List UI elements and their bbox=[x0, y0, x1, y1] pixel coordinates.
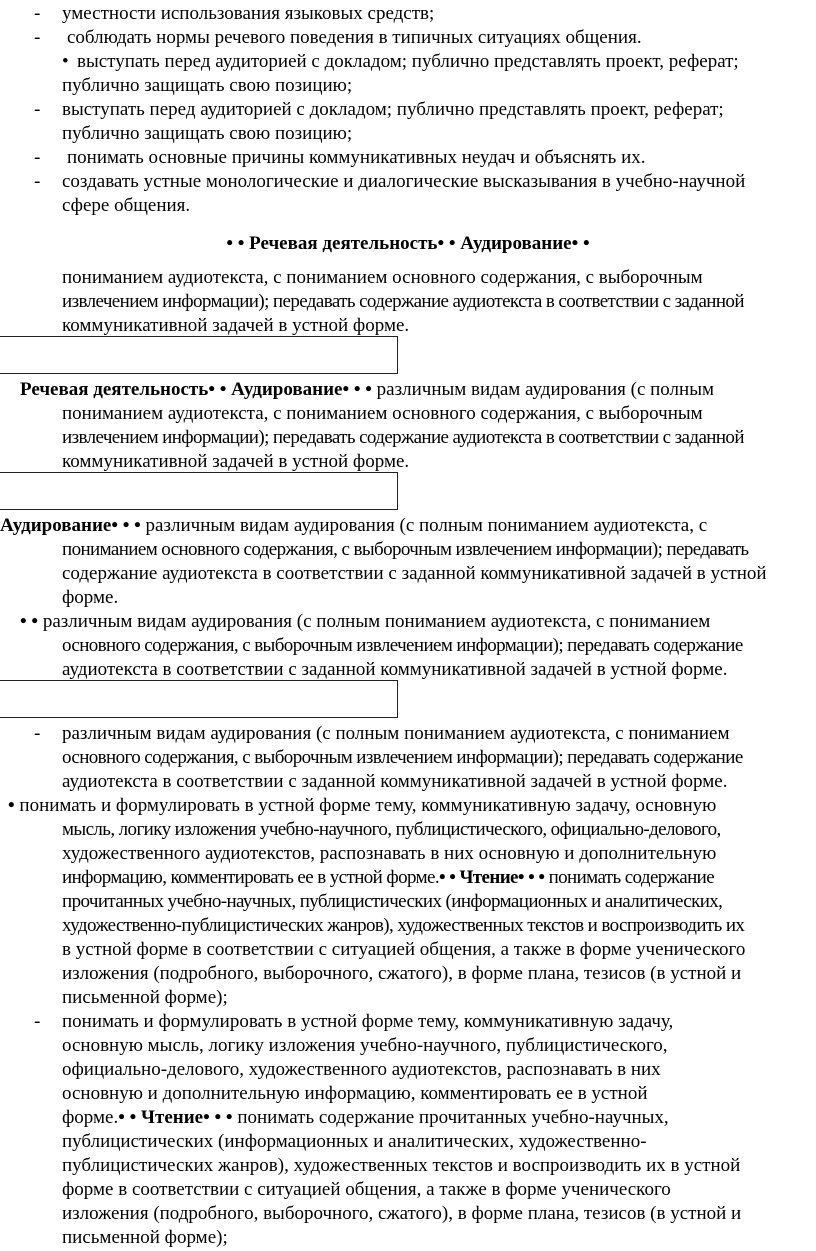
bullet-marker: • bbox=[342, 379, 350, 400]
paragraph bbox=[0, 1010, 816, 1250]
paragraph-line: пониманием аудиотекста, с пониманием основного содержания, с выборочным bbox=[62, 403, 703, 424]
bullet-marker: • bbox=[437, 233, 445, 254]
list-item bbox=[0, 98, 816, 122]
paragraph-line: публицистических (информационных и аналитических, художественно- bbox=[62, 1131, 647, 1152]
bullet-marker: • bbox=[226, 233, 233, 254]
list-item bbox=[0, 146, 816, 170]
paragraph-line: изложения (подробного, выборочного, сжатого), в форме плана, тезисов (в устной и bbox=[62, 963, 742, 984]
paragraph-line: форме. bbox=[62, 1107, 119, 1128]
list-item-text: понимать основные причины коммуникативных неудач и объяснять их. bbox=[67, 147, 646, 168]
paragraph bbox=[0, 266, 816, 338]
bullet-marker: • bbox=[208, 379, 215, 400]
bullet-marker: • bbox=[365, 379, 372, 400]
paragraph-line: извлечением информации); передавать содержание аудиотекста в соответствии с заданной bbox=[62, 291, 744, 312]
paragraph-line: в устной форме в соответствии с ситуацией общения, а также в форме ученического bbox=[62, 939, 746, 960]
bullet-marker: • bbox=[353, 379, 361, 400]
list-item-text: сфере общения. bbox=[62, 195, 191, 216]
paragraph-line: понимать и формулировать в устной форме тему, коммуникативную задачу, bbox=[62, 1011, 674, 1032]
paragraph-line: пониманием основного содержания, с выборочным извлечением информации); передавать bbox=[62, 539, 749, 560]
paragraph bbox=[0, 794, 816, 1010]
competency-list bbox=[0, 2, 816, 218]
bullet-marker: • bbox=[583, 233, 590, 254]
section-heading bbox=[0, 232, 816, 256]
bullet-marker: • bbox=[62, 51, 69, 72]
bullet-marker: • bbox=[448, 233, 456, 254]
list-item-continuation bbox=[0, 194, 816, 218]
bullet-marker: • bbox=[20, 611, 27, 632]
paragraph-line: основного содержания, с выборочным извлечением информации); передавать содержание bbox=[62, 635, 743, 656]
list-item-text: создавать устные монологические и диалогические высказывания в учебно-научной bbox=[62, 171, 746, 192]
paragraph-line: информацию, комментировать ее в устной форме. bbox=[62, 867, 440, 888]
dash-marker: - bbox=[34, 1011, 41, 1032]
list-item bbox=[0, 170, 816, 194]
heading-speech-activity: Речевая деятельность bbox=[249, 233, 438, 254]
bullet-marker: • bbox=[31, 611, 39, 632]
paragraph-line: письменной форме); bbox=[62, 987, 228, 1008]
bullet-marker: • bbox=[571, 233, 579, 254]
bullet-marker: • bbox=[225, 1107, 233, 1128]
paragraph-line: коммуникативной задачей в устной форме. bbox=[62, 451, 410, 472]
bullet-marker: • bbox=[129, 1107, 137, 1128]
dash-marker: - bbox=[34, 723, 41, 744]
heading-speech-activity: Речевая деятельность bbox=[20, 379, 209, 400]
paragraph-line: основную и дополнительную информацию, комментировать ее в устной bbox=[62, 1083, 648, 1104]
bullet-marker: • bbox=[111, 515, 118, 536]
paragraph-line: прочитанных учебно-научных, публицистических (информационных и аналитических, bbox=[62, 891, 723, 912]
bullet-marker: • bbox=[203, 1107, 210, 1128]
paragraph-line: художественного аудиотекстов, распознавать в них основную и дополнительную bbox=[62, 843, 717, 864]
paragraph-line: форме. bbox=[62, 587, 119, 608]
empty-table-cell bbox=[0, 680, 398, 718]
paragraph-line: пониманием аудиотекста, с пониманием основного содержания, с выборочным bbox=[62, 267, 703, 288]
paragraph-line: публицистических жанров), художественных текстов и воспроизводить их в устной bbox=[62, 1155, 741, 1176]
list-item bbox=[0, 50, 816, 74]
list-item-text: выступать перед аудиторией с докладом; публично представлять проект, реферат; bbox=[77, 51, 739, 72]
paragraph-line: различным видам аудирования (с полным bbox=[376, 379, 714, 400]
paragraph-line: мысль, логику изложения учебно-научного, публицистического, официально-делового, bbox=[62, 819, 721, 840]
paragraph-line: основного содержания, с выборочным извлечением информации); передавать содержание bbox=[62, 747, 743, 768]
list-item-text: уместности использования языковых средств; bbox=[62, 3, 435, 24]
paragraph-line: форме в соответствии с ситуацией общения, а также в форме ученического bbox=[62, 1179, 671, 1200]
bullet-marker: • bbox=[8, 795, 15, 816]
paragraph-line: извлечением информации); передавать содержание аудиотекста в соответствии с заданной bbox=[62, 427, 744, 448]
bullet-marker: • bbox=[122, 515, 130, 536]
bullet-marker: • bbox=[538, 867, 545, 888]
bullet-marker: • bbox=[237, 233, 245, 254]
list-item-continuation bbox=[0, 74, 816, 98]
paragraph-line: изложения (подробного, выборочного, сжатого), в форме плана, тезисов (в устной и bbox=[62, 1203, 742, 1224]
heading-listening: Аудирование bbox=[0, 515, 112, 536]
paragraph-line: аудиотекста в соответствии с заданной коммуникативной задачей в устной форме. bbox=[62, 659, 728, 680]
heading-listening: Аудирование bbox=[460, 233, 572, 254]
paragraph bbox=[0, 514, 816, 610]
paragraph-line: различным видам аудирования (с полным пониманием аудиотекста, с bbox=[145, 515, 708, 536]
paragraph-line: коммуникативной задачей в устной форме. bbox=[62, 315, 410, 336]
paragraph-line: официально-делового, художественного аудиотекстов, распознавать в них bbox=[62, 1059, 661, 1080]
dash-marker: - bbox=[34, 27, 41, 48]
paragraph-line: различным видам аудирования (с полным пониманием аудиотекста, с пониманием bbox=[42, 611, 711, 632]
paragraph bbox=[0, 610, 816, 682]
bullet-marker: • bbox=[134, 515, 141, 536]
dash-marker: - bbox=[34, 147, 41, 168]
list-item-text: выступать перед аудиторией с докладом; публично представлять проект, реферат; bbox=[62, 99, 724, 120]
paragraph-line: понимать содержание прочитанных учебно-научных, bbox=[237, 1107, 669, 1128]
empty-table-cell bbox=[0, 472, 398, 510]
bullet-marker: • bbox=[219, 379, 227, 400]
heading-reading: Чтение bbox=[141, 1107, 204, 1128]
paragraph-line: понимать и формулировать в устной форме тему, коммуникативную задачу, основную bbox=[19, 795, 717, 816]
paragraph bbox=[0, 722, 816, 794]
paragraph-line: понимать содержание bbox=[548, 867, 715, 888]
paragraph-line: различным видам аудирования (с полным пониманием аудиотекста, с пониманием bbox=[62, 723, 730, 744]
paragraph-line: содержание аудиотекста в соответствии с заданной коммуникативной задачей в устной bbox=[62, 563, 767, 584]
list-item bbox=[0, 26, 816, 50]
bullet-marker: • bbox=[214, 1107, 222, 1128]
bullet-marker: • bbox=[439, 867, 446, 888]
empty-table-cell bbox=[0, 336, 398, 374]
dash-marker: - bbox=[34, 3, 41, 24]
paragraph-line: основную мысль, логику изложения учебно-научного, публицистического, bbox=[62, 1035, 668, 1056]
heading-reading: Чтение bbox=[459, 867, 518, 888]
bullet-marker: • bbox=[118, 1107, 125, 1128]
bullet-marker: • bbox=[528, 867, 535, 888]
dash-marker: - bbox=[34, 99, 41, 120]
heading-listening: Аудирование bbox=[231, 379, 343, 400]
paragraph-line: художественно-публицистических жанров), художественных текстов и воспроизводить их bbox=[62, 915, 745, 936]
dash-marker: - bbox=[34, 171, 41, 192]
paragraph-line: аудиотекста в соответствии с заданной коммуникативной задачей в устной форме. bbox=[62, 771, 728, 792]
bullet-marker: • bbox=[517, 867, 524, 888]
list-item bbox=[0, 2, 816, 26]
list-item-continuation bbox=[0, 122, 816, 146]
list-item-text: публично защищать свою позицию; bbox=[62, 75, 353, 96]
bullet-marker: • bbox=[449, 867, 456, 888]
paragraph bbox=[0, 378, 816, 474]
list-item-text: соблюдать нормы речевого поведения в типичных ситуациях общения. bbox=[67, 27, 642, 48]
paragraph-line: письменной форме); bbox=[62, 1227, 228, 1248]
list-item-text: публично защищать свою позицию; bbox=[62, 123, 353, 144]
